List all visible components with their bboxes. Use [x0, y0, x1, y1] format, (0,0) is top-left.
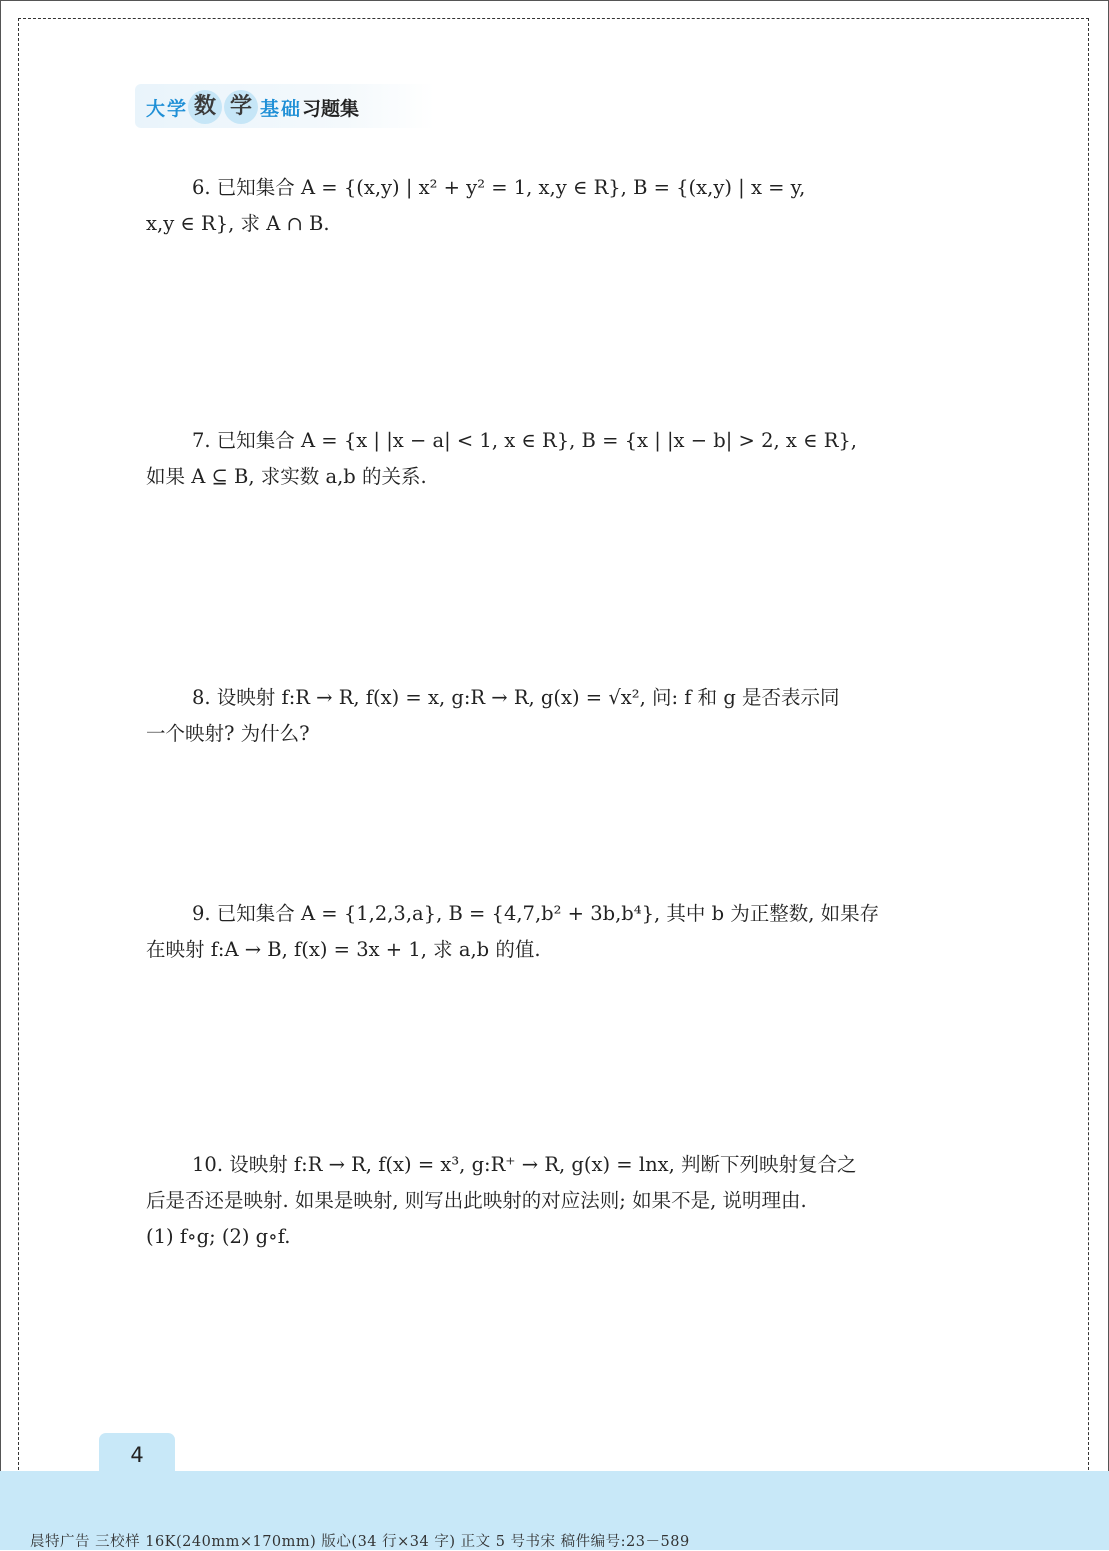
- problem-7-line-2: 如果 A ⊆ B, 求实数 a,b 的关系.: [146, 465, 427, 488]
- problem-10-line-3: (1) f∘g; (2) g∘f.: [146, 1225, 291, 1248]
- problem-10: [146, 1147, 964, 1255]
- problem-7: [146, 423, 964, 495]
- problem-6-line-1: 6. 已知集合 A = {(x,y) | x² + y² = 1, x,y ∈ R}, B = {(x,y) | x = y,: [192, 176, 806, 199]
- title-part-jichu: 基础: [260, 97, 303, 120]
- problem-9-line-2: 在映射 f:A → B, f(x) = 3x + 1, 求 a,b 的值.: [146, 938, 541, 961]
- title-circle-shu: 数: [188, 90, 222, 124]
- problem-6: [146, 170, 964, 242]
- title-part-daxue: 大学: [146, 97, 189, 120]
- page-number: 4: [99, 1433, 175, 1477]
- print-info: 晨特广告 三校样 16K(240mm×170mm) 版心(34 行×34 字) 正文 5 号书宋 稿件编号:23－589: [30, 1534, 690, 1550]
- problem-7-line-1: 7. 已知集合 A = {x | |x − a| < 1, x ∈ R}, B = {x | |x − b| > 2, x ∈ R},: [192, 429, 857, 452]
- problem-10-line-2: 后是否还是映射. 如果是映射, 则写出此映射的对应法则; 如果不是, 说明理由.: [146, 1189, 807, 1212]
- title-part-xitiji: 习题集: [302, 97, 360, 120]
- book-title: [146, 90, 359, 124]
- problem-8: [146, 680, 964, 752]
- problem-9: [146, 896, 964, 968]
- title-circle-xue: 学: [224, 90, 258, 124]
- problem-8-line-1: 8. 设映射 f:R → R, f(x) = x, g:R → R, g(x) = √x², 问: f 和 g 是否表示同: [192, 686, 840, 709]
- problem-8-line-2: 一个映射? 为什么?: [146, 722, 310, 745]
- problem-9-line-1: 9. 已知集合 A = {1,2,3,a}, B = {4,7,b² + 3b,b⁴}, 其中 b 为正整数, 如果存: [192, 902, 880, 925]
- problem-6-line-2: x,y ∈ R}, 求 A ∩ B.: [146, 212, 330, 235]
- crop-frame: [18, 18, 1089, 1530]
- problem-10-line-1: 10. 设映射 f:R → R, f(x) = x³, g:R⁺ → R, g(x) = lnx, 判断下列映射复合之: [192, 1153, 857, 1176]
